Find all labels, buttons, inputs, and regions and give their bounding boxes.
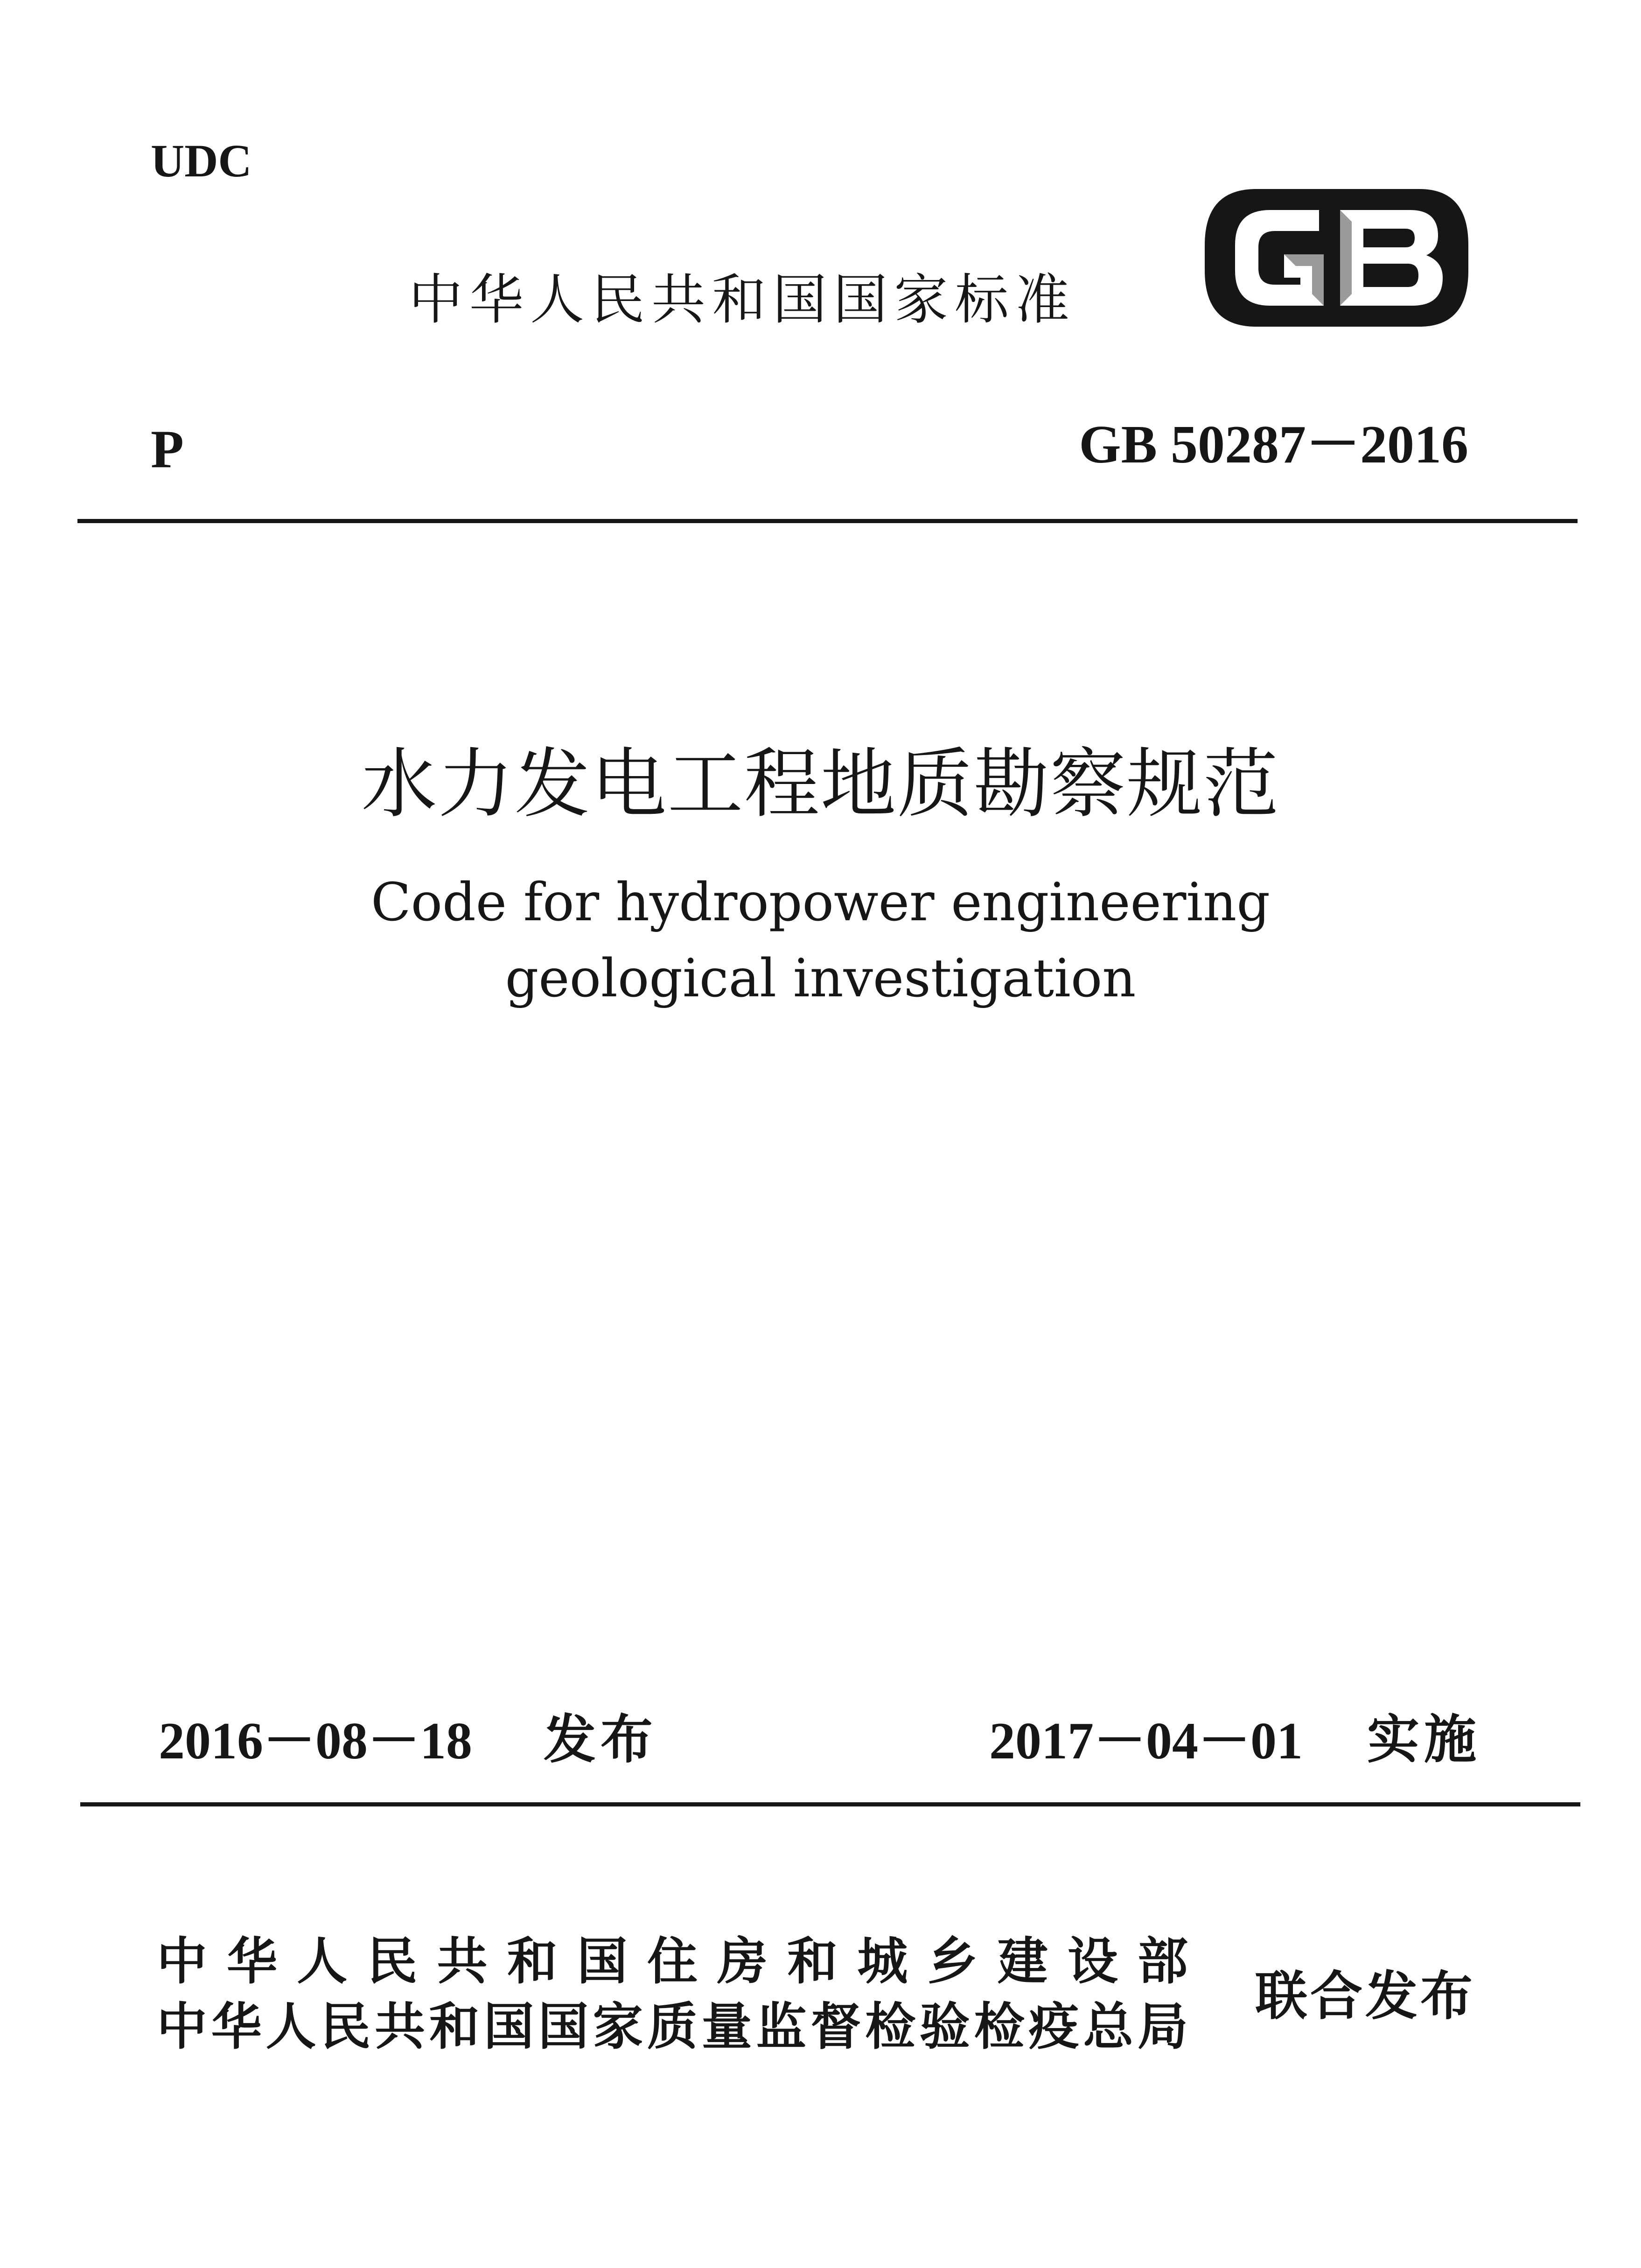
publisher-ministry: 中华人民共和国住房和城乡建设部 [157,1932,1188,1991]
bottom-divider [80,1802,1580,1806]
effective-label: 实施 [1367,1709,1481,1770]
publisher-aqsiq: 中华人民共和国国家质量监督检验检疫总局 [157,1998,1188,2056]
release-date: 2016－08－18 [159,1712,472,1770]
standard-number: GB 50287－2016 [1079,415,1468,475]
joint-release-label: 联合发布 [1255,1966,1475,2027]
title-english-line2: geological investigation [505,948,1136,1009]
issuer-title: 中华人民共和国国家标准 [409,268,1076,331]
release-label: 发布 [544,1709,657,1770]
top-divider [77,519,1578,523]
udc-label: UDC [151,135,252,187]
gb-logo-icon [1200,184,1473,331]
title-english-line1: Code for hydropower engineering [370,872,1271,933]
effective-date: 2017－04－01 [989,1712,1303,1770]
classification-code: P [151,420,184,479]
title-chinese: 水力发电工程地质勘察规范 [361,741,1280,828]
